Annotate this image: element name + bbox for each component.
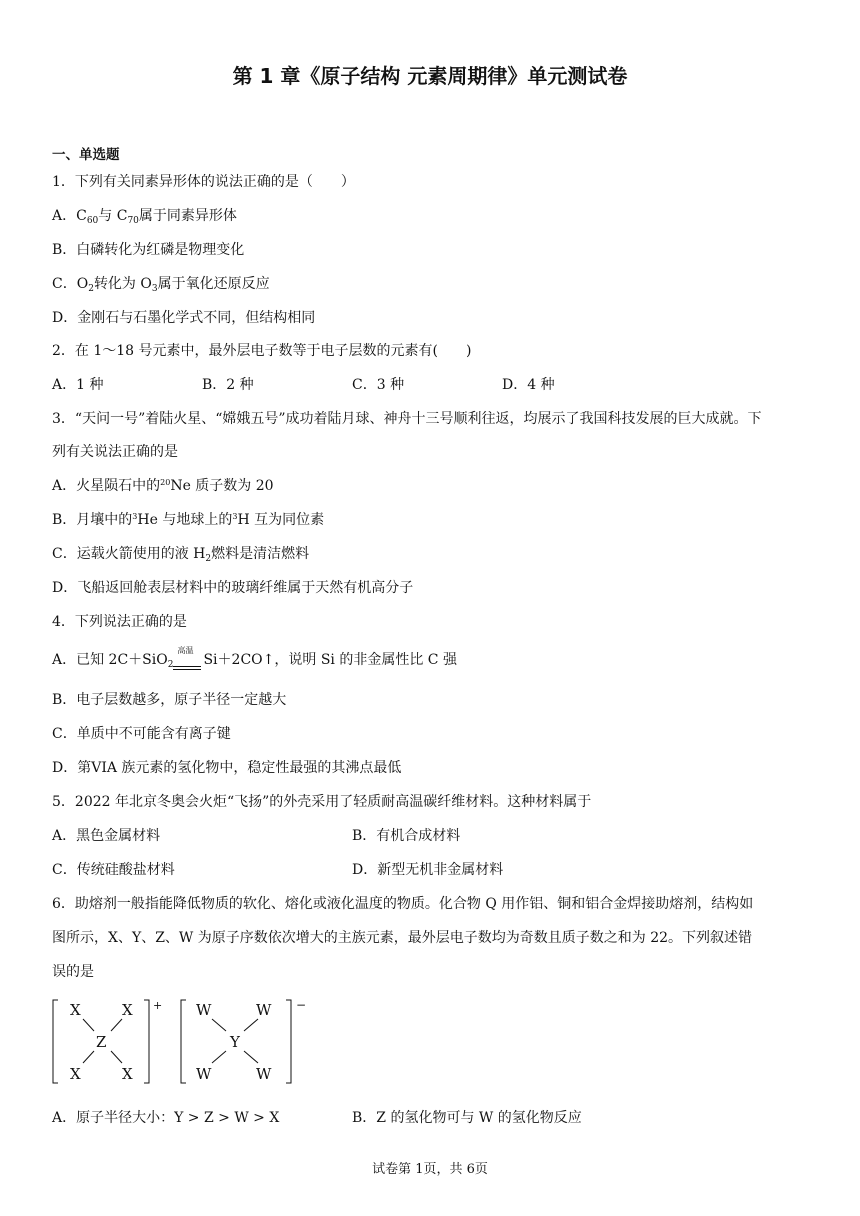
- question-5-stem: 5．2022 年北京冬奥会火炬“飞扬”的外壳采用了轻质耐高温碳纤维材料。这种材料属于: [52, 794, 592, 810]
- question-4-option-b: B．电子层数越多，原子半径一定越大: [52, 692, 287, 708]
- question-5-option-d: D．新型无机非金属材料: [352, 862, 504, 878]
- anion-ligand-tl: W: [196, 1001, 212, 1019]
- question-6-stem-line2: 图所示，X、Y、Z、W 为原子序数依次增大的主族元素，最外层电子数均为奇数且质子数之和为 22。下列叙述错: [52, 930, 753, 946]
- question-5-option-c: C．传统硅酸盐材料: [52, 862, 175, 878]
- section-heading: 一、单选题: [52, 147, 120, 163]
- question-2-stem: 2．在 1～18 号元素中，最外层电子数等于电子层数的元素有( ): [52, 343, 472, 359]
- question-3-stem-line2: 列有关说法正确的是: [52, 444, 178, 460]
- page-footer: 试卷第 1页，共 6页: [372, 1162, 488, 1177]
- question-2-option-b: B．2 种: [202, 377, 254, 393]
- question-2-option-d: D．4 种: [502, 377, 555, 393]
- question-4-option-d: D．第VIA 族元素的氢化物中，稳定性最强的其沸点最低: [52, 760, 402, 776]
- question-3-option-b: B．月壤中的$^3$He 与地球上的$^3$H 互为同位素: [52, 512, 325, 528]
- cation-ligand-tr: X: [122, 1001, 133, 1019]
- anion-center: Y: [230, 1033, 240, 1051]
- question-1-option-c: C．$O_2$转化为 $O_3$属于氧化还原反应: [52, 276, 270, 294]
- question-6-option-b: B．Z 的氢化物可与 W 的氢化物反应: [352, 1110, 582, 1126]
- anion-charge: −: [296, 998, 307, 1012]
- question-1-option-d: D．金刚石与石墨化学式不同，但结构相同: [52, 310, 316, 326]
- cation-ligand-tl: X: [70, 1001, 81, 1019]
- anion-ligand-tr: W: [256, 1001, 272, 1019]
- question-4-option-a: A．已知 2C＋SiO$_2$ 高温 Si＋2CO↑，说明 Si 的非金属性比 C 强: [52, 646, 457, 670]
- anion-ligand-br: W: [256, 1065, 272, 1083]
- question-2-option-c: C．3 种: [352, 377, 405, 393]
- anion-ligand-bl: W: [196, 1065, 212, 1083]
- question-1-stem: 1．下列有关同素异形体的说法正确的是（ ）: [52, 174, 355, 190]
- question-1-option-b: B．白磷转化为红磷是物理变化: [52, 242, 245, 258]
- cation-center: Z: [96, 1033, 107, 1051]
- question-5-option-a: A．黑色金属材料: [52, 828, 161, 844]
- cation-charge: +: [153, 999, 163, 1012]
- question-5-option-b: B．有机合成材料: [352, 828, 461, 844]
- cation-ligand-bl: X: [70, 1065, 81, 1083]
- reaction-condition: 高温: [173, 650, 203, 670]
- question-3-stem-line1: 3．“天问一号”着陆火星、“嫦娥五号”成功着陆月球、神舟十三号顺利往返，均展示了我国科技发展的巨大成就。下: [52, 411, 762, 427]
- question-1-option-a: A．$C_{60}$与 $C_{70}$属于同素异形体: [52, 208, 237, 226]
- cation-ligand-br: X: [122, 1065, 133, 1083]
- question-6-stem-line3: 误的是: [52, 964, 94, 980]
- question-4-option-c: C．单质中不可能含有离子键: [52, 726, 231, 742]
- question-3-option-d: D．飞船返回舱表层材料中的玻璃纤维属于天然有机高分子: [52, 580, 414, 596]
- question-3-option-c: C．运载火箭使用的液 $H_2$燃料是清洁燃料: [52, 546, 310, 564]
- page-title: 第 1 章《原子结构 元素周期律》单元测试卷: [232, 64, 628, 88]
- question-6-option-a: A．原子半径大小：Y > Z > W > X: [52, 1110, 280, 1126]
- structure-diagram: [48, 995, 318, 1090]
- question-6-stem-line1: 6．助熔剂一般指能降低物质的软化、熔化或液化温度的物质。化合物 Q 用作铝、铜和铝合金焊接助熔剂，结构如: [52, 896, 754, 912]
- question-4-stem: 4．下列说法正确的是: [52, 614, 187, 630]
- question-3-option-a: A．火星陨石中的$^{20}$Ne 质子数为 20: [52, 478, 274, 494]
- question-2-option-a: A．1 种: [52, 377, 104, 393]
